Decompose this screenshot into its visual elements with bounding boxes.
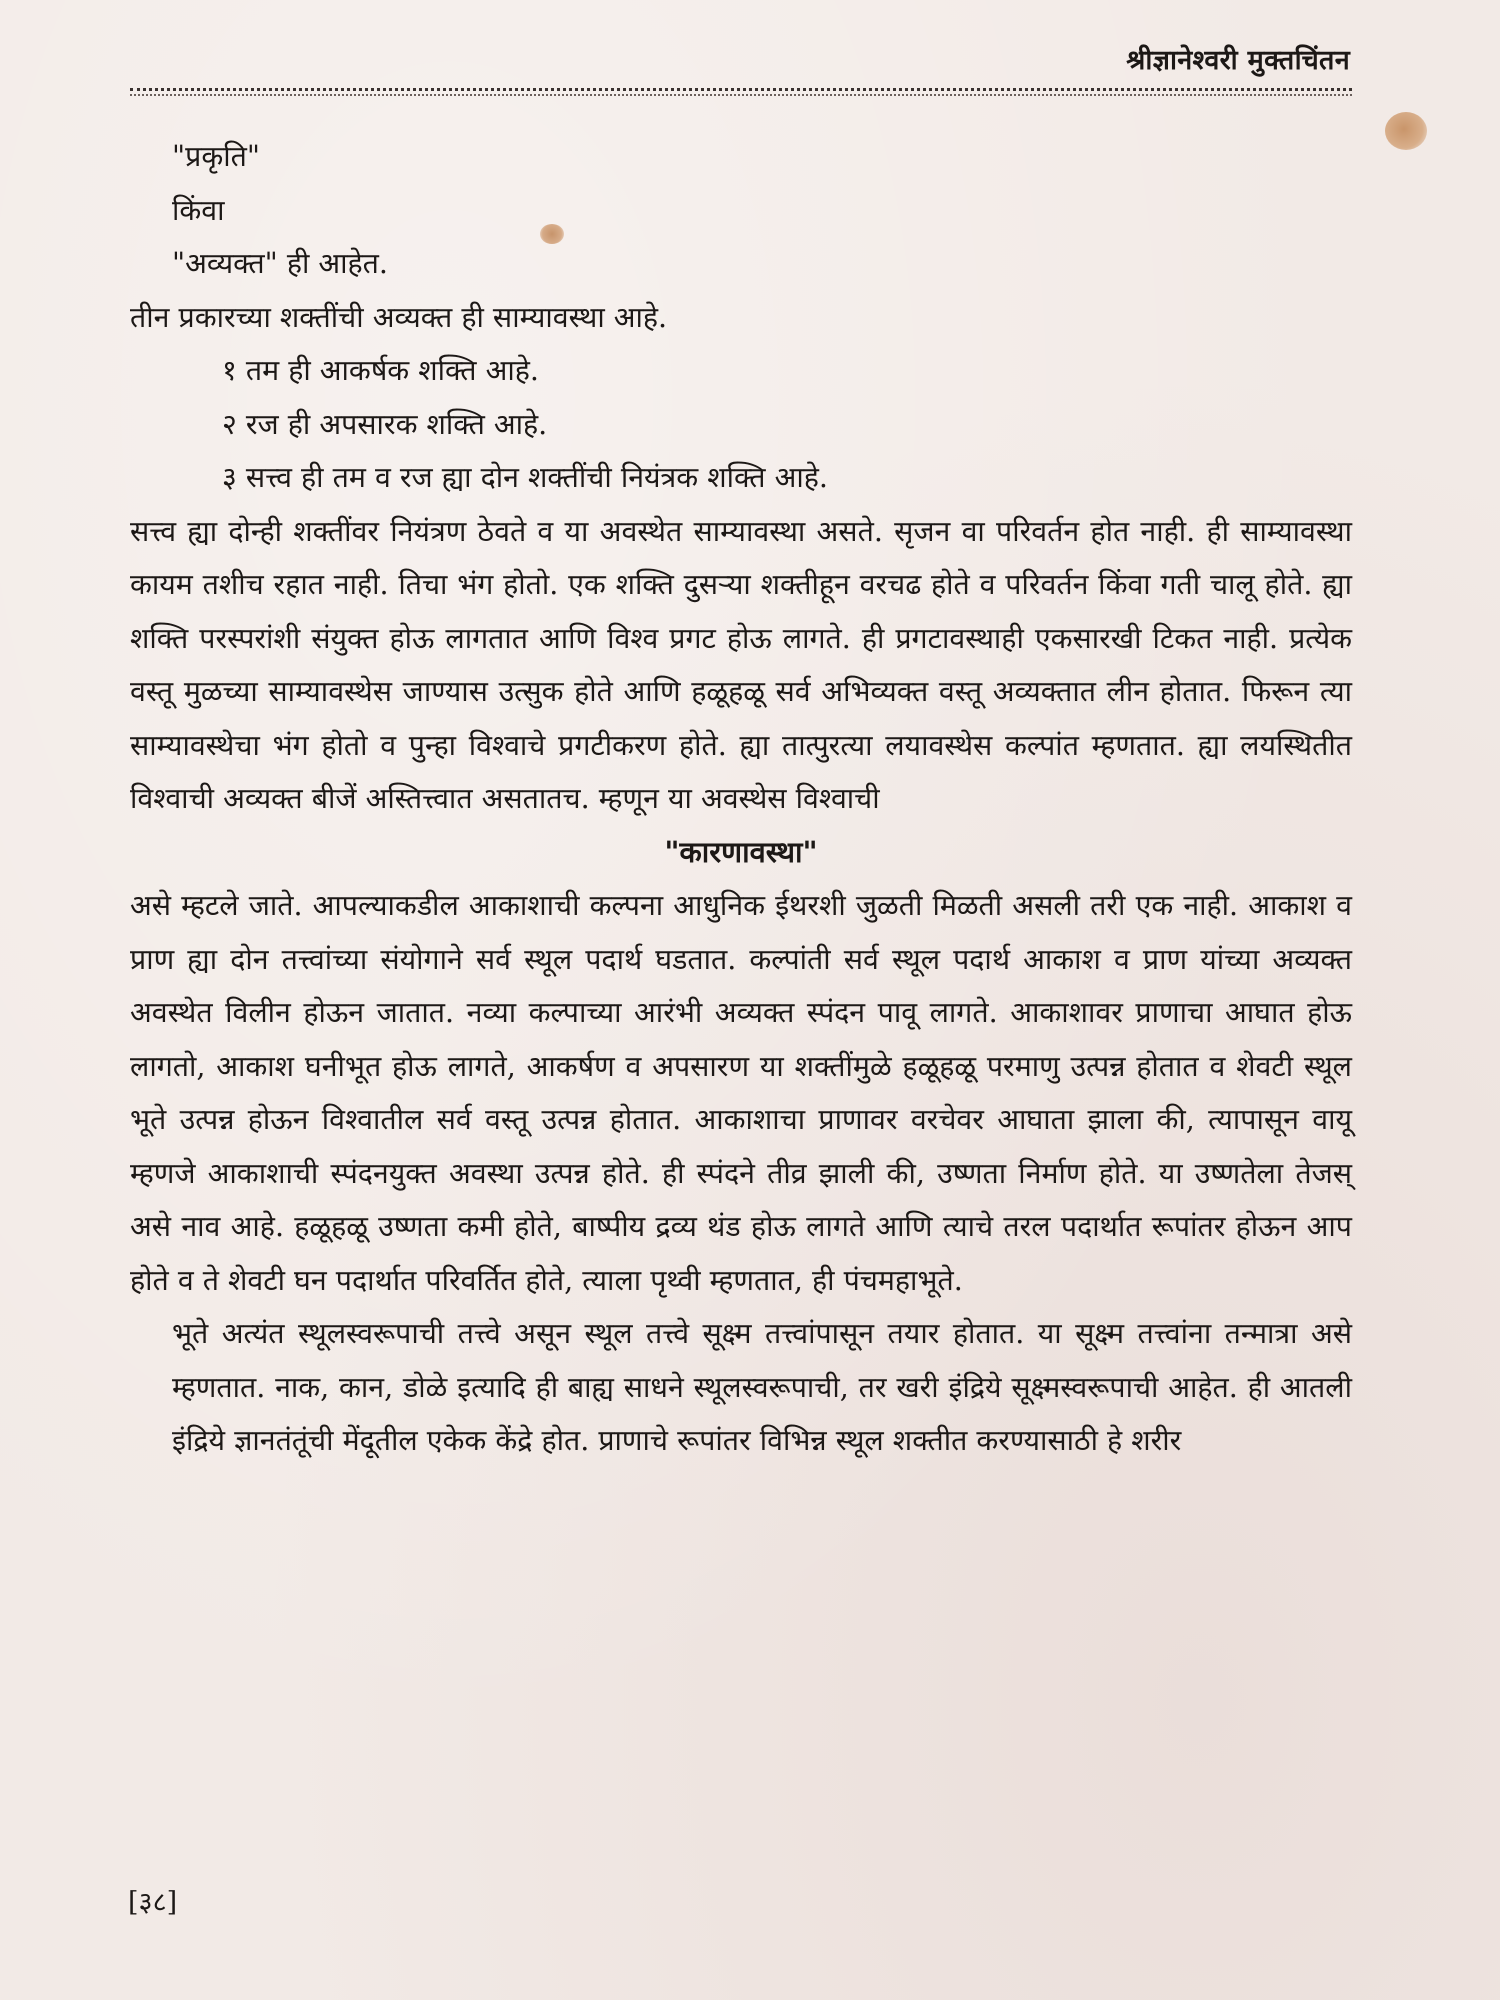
paper-stain-mark (1385, 112, 1427, 150)
paragraph-samyavastha: सत्त्व ह्या दोन्ही शक्तींवर नियंत्रण ठेवते व या अवस्थेत साम्यावस्था असते. सृजन वा परिवर्तन होत नाही. ही साम्यावस्था कायम तशीच रहात नाही. तिचा भंग होतो. एक शक्ति दुसऱ्या शक्तीहून वरचढ होते व परिवर्तन किंवा गती चालू होते. ह्या शक्ति परस्परांशी संयुक्त होऊ लागतात आणि विश्व प्रगट होऊ लागते. ही प्रगटावस्थाही एकसारखी टिकत नाही. प्रत्येक वस्तू मुळच्या साम्यावस्थेस जाण्यास उत्सुक होते आणि हळूहळू सर्व अभिव्यक्त वस्तू अव्यक्तात लीन होतात. फिरून त्या साम्यावस्थेचा भंग होतो व पुन्हा विश्वाचे प्रगटीकरण होते. ह्या तात्पुरत्या लयावस्थेस कल्पांत म्हणतात. ह्या लयस्थितीत विश्वाची अव्यक्त बीजें अस्तित्त्वात असतातच. म्हणून या अवस्थेस विश्वाची (130, 514, 1352, 815)
line-kinva: किंवा (172, 193, 225, 227)
heading-karanavastha: "कारणावस्था" (664, 834, 818, 869)
running-title: श्रीज्ञानेश्वरी मुक्तचिंतन (1126, 45, 1350, 76)
page-number: [३८] (128, 1887, 178, 1918)
line-teen-prakar: तीन प्रकारच्या शक्तींची अव्यक्त ही साम्यावस्था आहे. (130, 300, 668, 334)
header-dotted-rule-secondary (130, 94, 1352, 96)
paragraph-bhute: भूते अत्यंत स्थूलस्वरूपाची तत्त्वे असून स्थूल तत्त्वे सूक्ष्म तत्त्वांपासून तयार होतात. या सूक्ष्म तत्त्वांना तन्मात्रा असे म्हणतात. नाक, कान, डोळे इत्यादि ही बाह्य साधने स्थूलस्वरूपाची, तर खरी इंद्रिये सूक्ष्मस्वरूपाची आहेत. ही आतली इंद्रिये ज्ञानतंतूंची मेंदूतील एकेक केंद्रे होत. प्राणाचे रूपांतर विभिन्न स्थूल शक्तीत करण्यासाठी हे शरीर (172, 1317, 1352, 1457)
list-item-raj: २ रज ही अपसारक शक्ति आहे. (222, 407, 548, 441)
page-body (130, 130, 1352, 1468)
list-item-sattva: ३ सत्त्व ही तम व रज ह्या दोन शक्तींची नियंत्रक शक्ति आहे. (222, 461, 828, 494)
line-prakruti: "प्रकृति" (172, 140, 260, 173)
header-dotted-rule (130, 88, 1352, 91)
paragraph-akash-pran: असे म्हटले जाते. आपल्याकडील आकाशाची कल्पना आधुनिक ईथरशी जुळती मिळती असली तरी एक नाही. आकाश व प्राण ह्या दोन तत्त्वांच्या संयोगाने सर्व स्थूल पदार्थ घडतात. कल्पांती सर्व स्थूल पदार्थ आकाश व प्राण यांच्या अव्यक्त अवस्थेत विलीन होऊन जातात. नव्या कल्पाच्या आरंभी अव्यक्त स्पंदन पावू लागते. आकाशावर प्राणाचा आघात होऊ लागतो, आकाश घनीभूत होऊ लागते, आकर्षण व अपसारण या शक्तींमुळे हळूहळू परमाणु उत्पन्न होतात व शेवटी स्थूल भूते उत्पन्न होऊन विश्वातील सर्व वस्तू उत्पन्न होतात. आकाशाचा प्राणावर वरचेवर आघाता झाला की, त्यापासून वायू म्हणजे आकाशाची स्पंदनयुक्त अवस्था उत्पन्न होते. ही स्पंदने तीव्र झाली की, उष्णता निर्माण होते. या उष्णतेला तेजस् असे नाव आहे. हळूहळू उष्णता कमी होते, बाष्पीय द्रव्य थंड होऊ लागते आणि त्याचे तरल पदार्थात रूपांतर होऊन आप होते व ते शेवटी घन पदार्थात परिवर्तित होते, त्याला पृथ्वी म्हणतात, ही पंचमहाभूते. (130, 889, 1352, 1297)
list-item-tam: १ तम ही आकर्षक शक्ति आहे. (222, 354, 539, 387)
line-avyakta: "अव्यक्त" ही आहेत. (172, 247, 388, 280)
